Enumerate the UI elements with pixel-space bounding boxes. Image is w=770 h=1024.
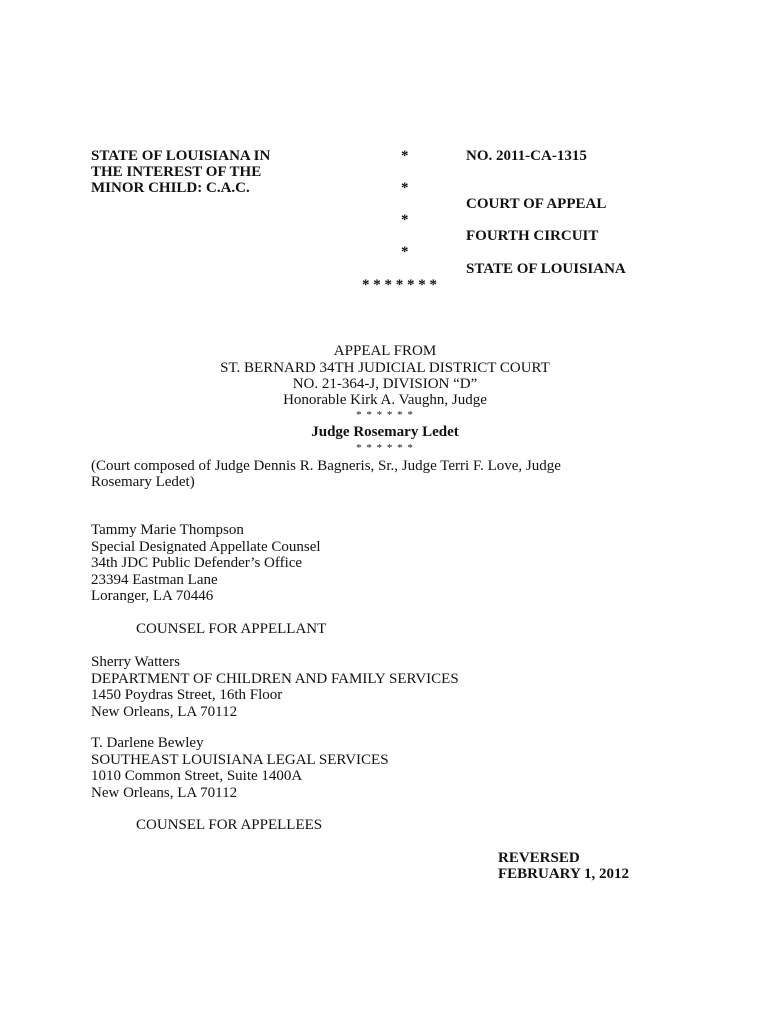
appellee-counsel-block-2 [91,735,389,801]
counsel-line: 23394 Eastman Lane [91,571,218,588]
counsel-line: New Orleans, LA 70112 [91,784,238,801]
disposition-result: REVERSED [498,850,580,866]
counsel-line: SOUTHEAST LOUISIANA LEGAL SERVICES [91,751,389,768]
counsel-line: DEPARTMENT OF CHILDREN AND FAMILY SERVICES [91,670,459,687]
counsel-line: Loranger, LA 70446 [91,588,214,604]
caption-star-row: * * * * * * * [362,277,437,293]
counsel-line: 34th JDC Public Defender’s Office [91,555,303,571]
state-name: STATE OF LOUISIANA [466,261,626,277]
caption-star: * [401,212,409,228]
counsel-line: Special Designated Appellate Counsel [91,538,321,555]
decision-date: FEBRUARY 1, 2012 [498,866,630,882]
caption-star: * [401,244,409,260]
caption-party-line-2: THE INTEREST OF THE [91,164,262,180]
counsel-line: Sherry Watters [91,654,180,670]
caption-star: * [401,148,409,164]
trial-court: ST. BERNARD 34TH JUDICIAL DISTRICT COURT [220,360,550,376]
caption-party-line-3: MINOR CHILD: C.A.C. [91,180,250,196]
trial-case-number: NO. 21-364-J, DIVISION “D” [292,376,478,392]
docket-number: NO. 2011-CA-1315 [466,148,587,164]
caption-star: * [401,180,409,196]
counsel-line: 1450 Poydras Street, 16th Floor [91,687,283,703]
panel-composition-line-1: (Court composed of Judge Dennis R. Bagneris, Sr., Judge Terri F. Love, Judge [91,458,561,474]
appellant-counsel-block [91,522,321,605]
separator-stars: * * * * * * [356,442,414,454]
separator-stars: * * * * * * [356,409,414,421]
appellant-counsel-label: COUNSEL FOR APPELLANT [136,621,327,637]
circuit-name: FOURTH CIRCUIT [466,228,599,244]
authoring-judge: Judge Rosemary Ledet [311,424,459,440]
counsel-line: T. Darlene Bewley [91,735,204,751]
court-name: COURT OF APPEAL [466,196,607,212]
caption-party-line-1: STATE OF LOUISIANA IN [91,148,271,164]
counsel-line: New Orleans, LA 70112 [91,703,238,720]
appeal-heading: APPEAL FROM [333,343,437,359]
appellee-counsel-label: COUNSEL FOR APPELLEES [136,817,323,833]
counsel-line: Tammy Marie Thompson [91,522,244,538]
counsel-line: 1010 Common Street, Suite 1400A [91,768,303,784]
trial-judge: Honorable Kirk A. Vaughn, Judge [283,392,487,408]
panel-composition-line-2: Rosemary Ledet) [91,474,195,490]
appellee-counsel-block-1 [91,654,459,720]
